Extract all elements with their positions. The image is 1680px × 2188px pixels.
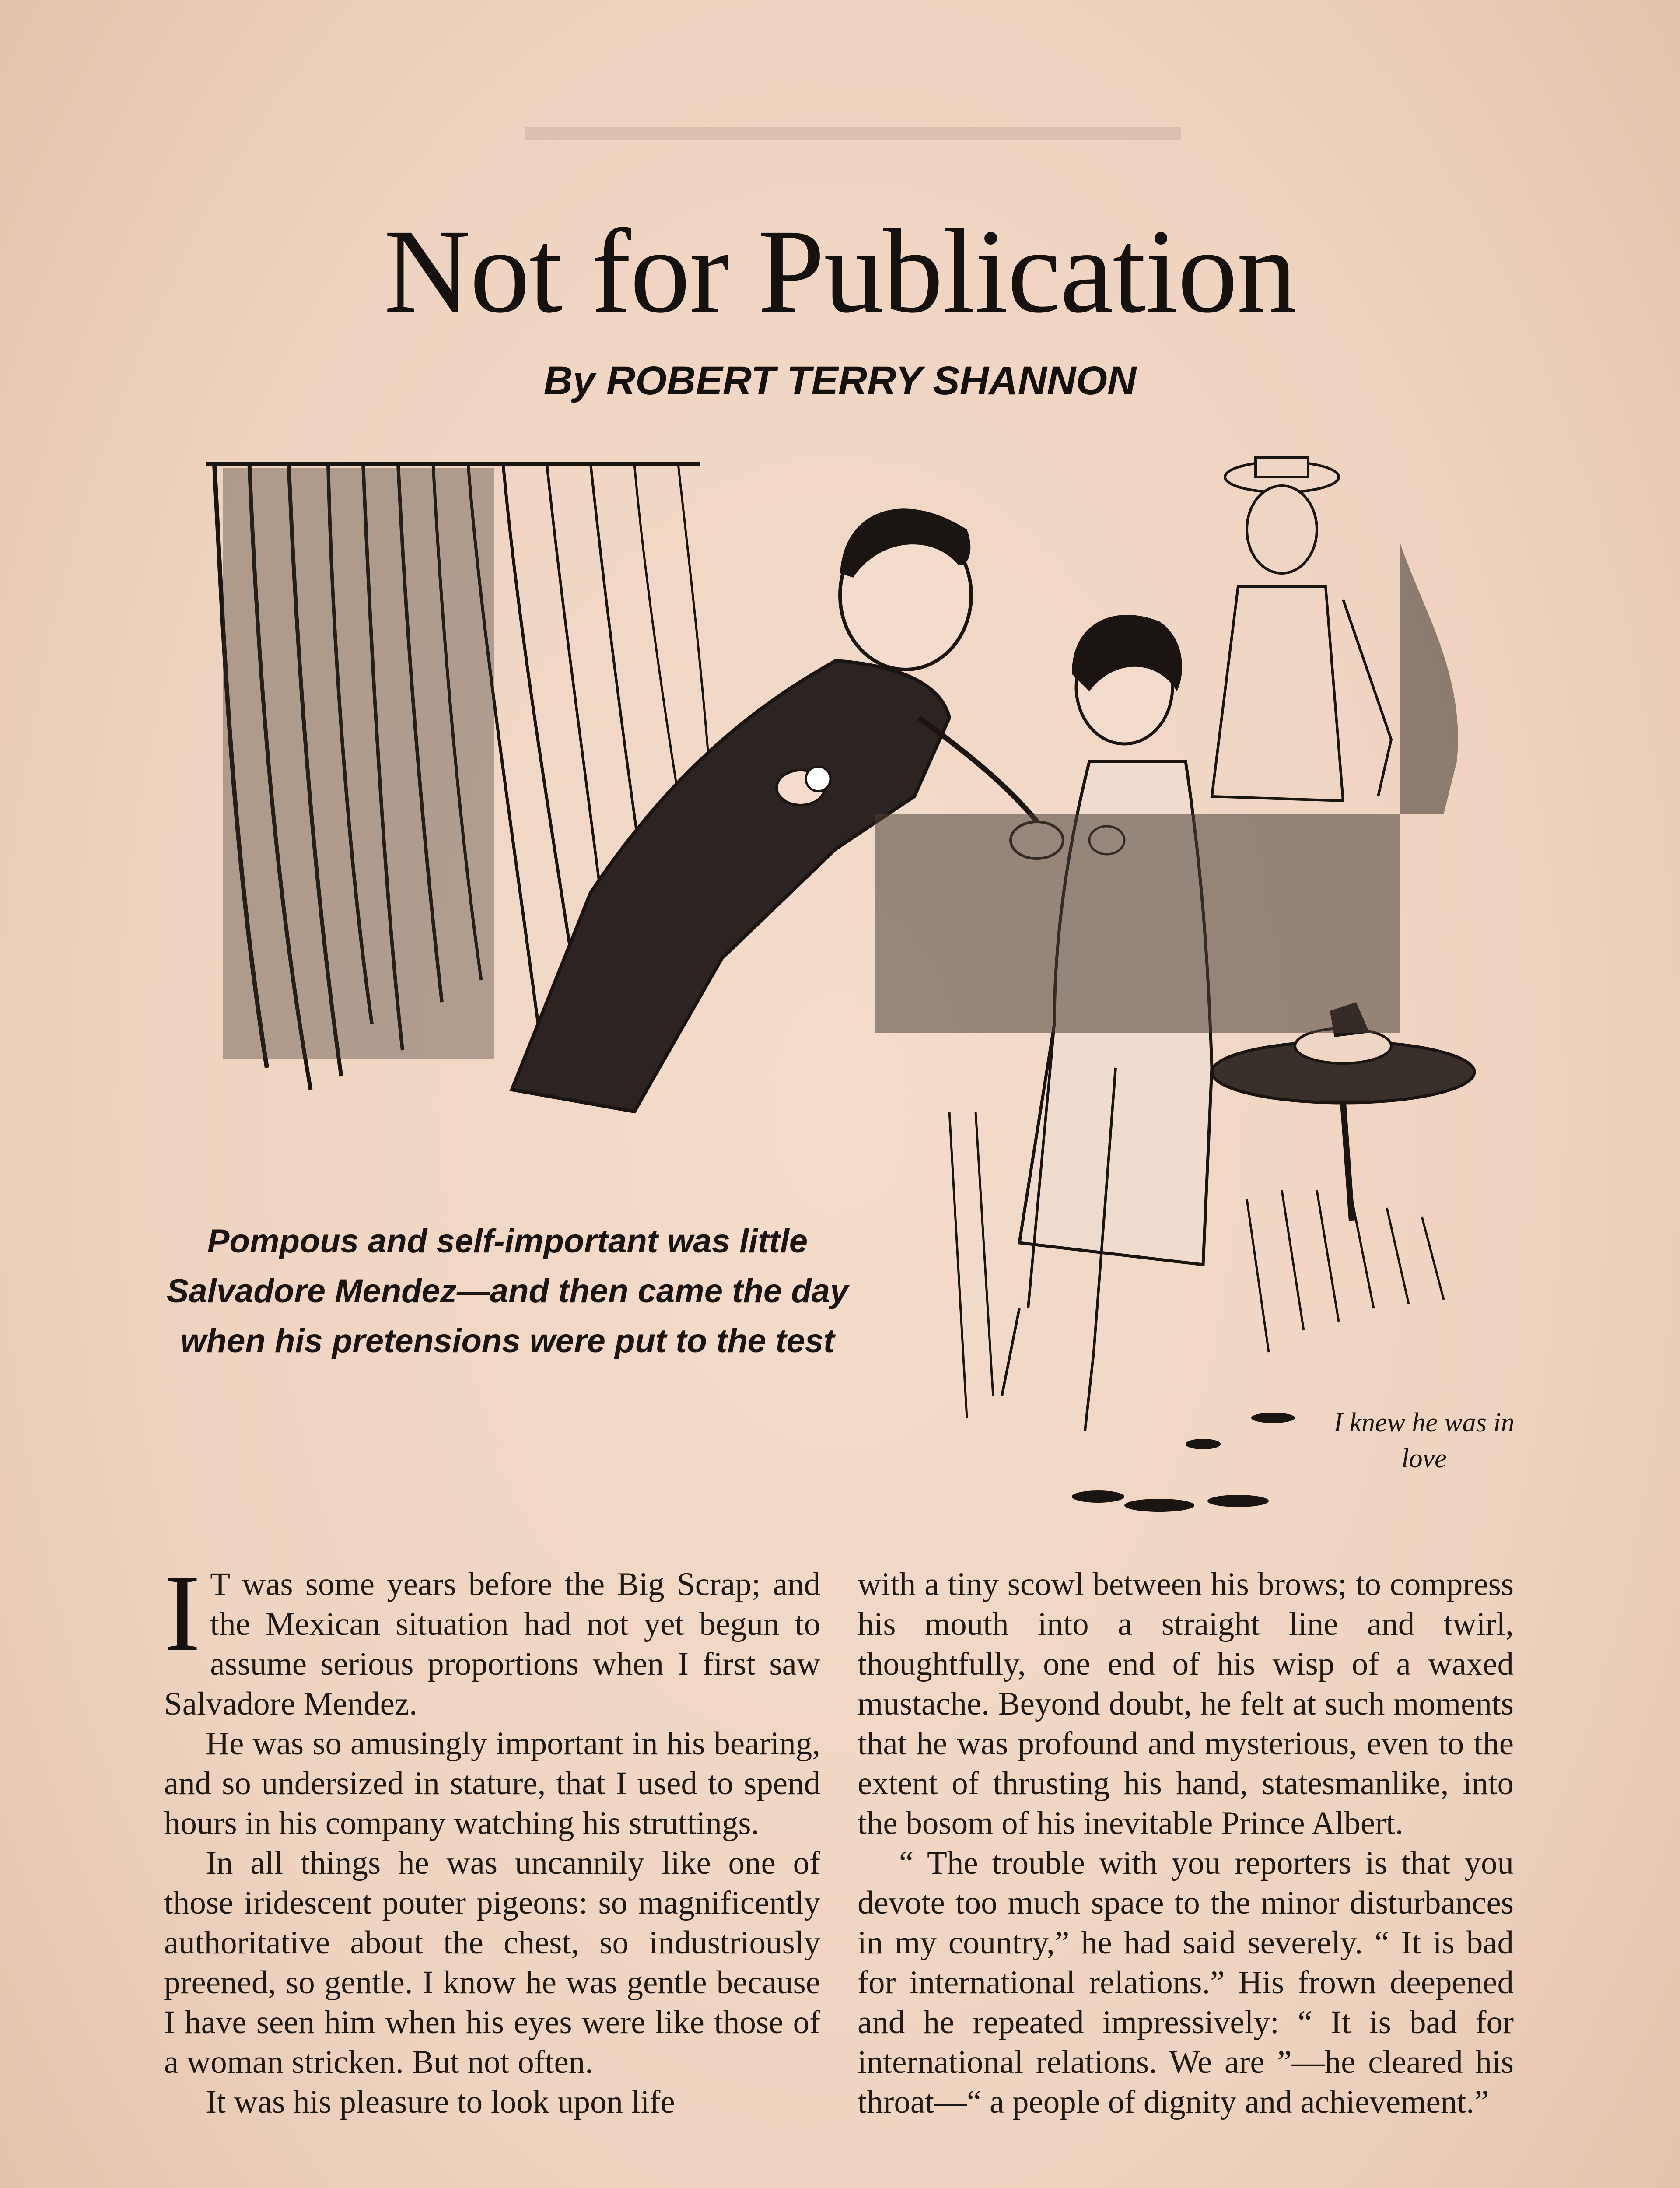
paragraph [164, 1553, 820, 1724]
ground-debris [1072, 1413, 1295, 1512]
faint-running-head-bleedthrough [525, 120, 1181, 147]
article-byline: By ROBERT TERRY SHANNON [543, 358, 1137, 403]
paragraph: “ The trouble with you reporters is that you devote too much space to the minor disturbances in my country,” he had said severely. “ It is bad for international relations.” His frown deepened and he repeated impressively: “ It is bad for international relations. We are ”—he cleared his throat—“ a people of dignity and achievement.” [858, 1845, 1514, 2120]
story-illustration [197, 455, 1518, 1536]
tree-right [1400, 543, 1458, 814]
hedge-background [875, 814, 1400, 1033]
article-title: Not for Publication [384, 205, 1296, 338]
side-table [1212, 1002, 1474, 1221]
curtain-shading [223, 468, 494, 1059]
paragraph: In all things he was uncannily like one of those iridescent pouter pigeons: so magnificently authoritative about the chest, so industriously preened, so gentle. I know he was gentle because I have seen him when his eyes were like those of a woman stricken. But not often. [164, 1845, 820, 2080]
paragraph: It was his pleasure to look upon life [206, 2084, 675, 2120]
text-column-left [164, 1553, 820, 2122]
drop-cap: I [164, 1553, 201, 1674]
background-man-with-hat [1212, 457, 1391, 801]
text-column-right [858, 1564, 1514, 2122]
paragraph-text: T was some years before the Big Scrap; and the Mexican situation had not yet begun to assume serious proportions when I first saw Salvadore Mendez. [164, 1566, 820, 1722]
paragraph: He was so amusingly important in his bearing, and so undersized in stature, that I used to spend hours in his company watching his struttings. [164, 1725, 820, 1841]
illustration-caption: I knew he was in love [1334, 1408, 1515, 1473]
paragraph: with a tiny scowl between his brows; to compress his mouth into a straight line and twirl, thoughtfully, one end of his wisp of a waxed mustache. Beyond doubt, he felt at such moments that he was profound and mysterious, even to the extent of thrusting his hand, statesmanlike, into the bosom of his inevitable Prince Albert. [858, 1566, 1514, 1841]
article-dek: Pompous and self-important was little Salvadore Mendez—and then came the day when his pretensions were put to the test [166, 1223, 849, 1360]
